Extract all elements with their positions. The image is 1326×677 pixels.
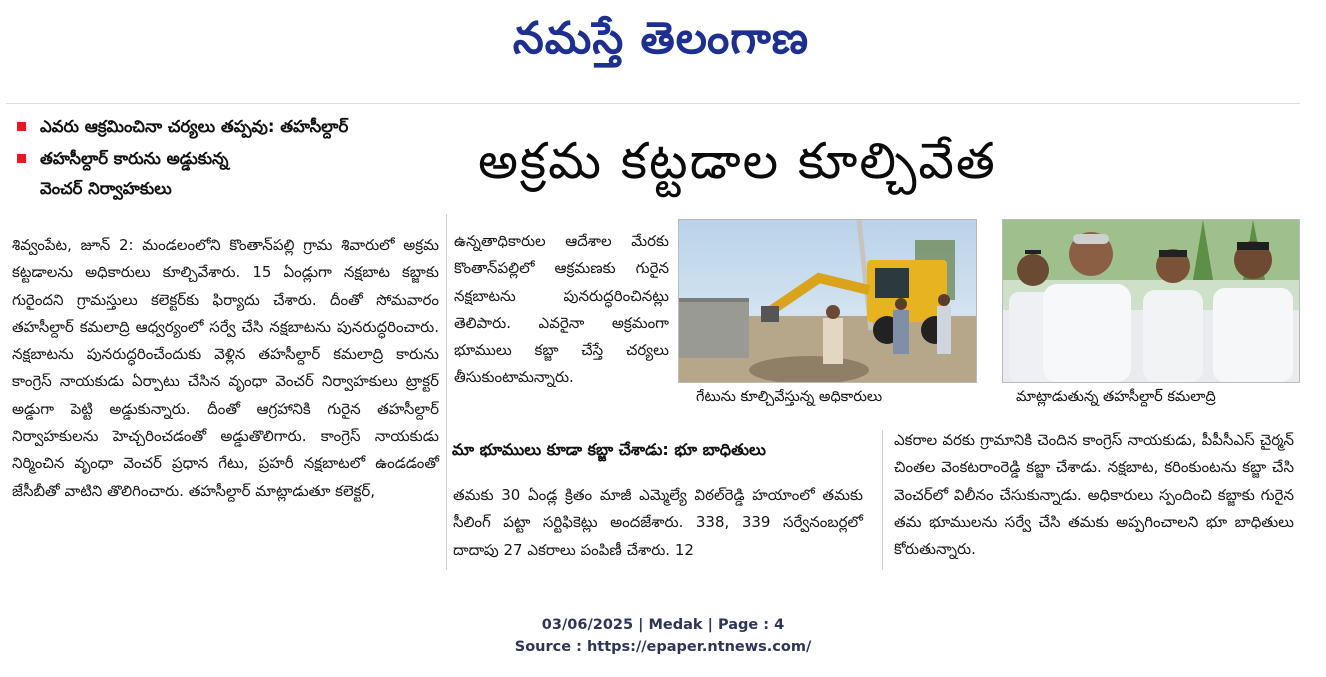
official-photo: [1002, 219, 1300, 383]
red-square-bullet-icon: [17, 154, 26, 163]
highlight-text: ఎవరు ఆక్రమించినా చర్యలు తప్పవు: తహసీల్దార్: [40, 117, 349, 136]
article-text: తమకు 30 ఏండ్ల క్రితం మాజీ ఎమ్మెల్యే విఠల్‌రెడ్డి హయాంలో తమకు సీలింగ్ పట్టా సర్టిఫికెట్లు అందజేశారు. 338, 339 సర్వేనంబర్లలో దాదాపు 27 ఎకరాలు పంపిణీ చేశారు. 12: [453, 486, 863, 559]
article-text: ఉన్నతాధికారుల ఆదేశాల మేరకు కొంతాన్‌పల్లిలో ఆక్రమణకు గురైన నక్షబాటను పునరుద్ధరించినట్లు తెలిపారు. ఎవరైనా అక్రమంగా భూములు కబ్జా చేస్తే చర్యలు తీసుకుంటామన్నారు.: [454, 232, 669, 387]
highlight-item: [14, 144, 444, 174]
sub-headline: మా భూములు కూడా కబ్జా చేశాడు: భూ బాధితులు: [452, 440, 766, 459]
article-column-2: [454, 228, 669, 392]
article-text: ఎకరాల వరకు గ్రామానికి చెందిన కాంగ్రెస్ నాయకుడు, పీపీసీఎస్ చైర్మన్ చింతల వెంకటరాంరెడ్డి కబ్జా చేశాడు. నక్షబాట, కరింకుంటను కబ్జా చేసి వెంచర్‌లో విలీనం చేసుకున్నాడు. అధికారులు స్పందించి కబ్జాకు గురైన తమ భూములను సర్వే చేసి తమకు అప్పగించాలని భూ బాధితులు కోరుతున్నారు.: [894, 431, 1294, 559]
article-column-4: [894, 427, 1294, 563]
source-link[interactable]: Source : https://epaper.ntnews.com/: [514, 639, 812, 655]
article-column-1: [12, 232, 439, 505]
people-group-image: [1003, 220, 1299, 382]
highlight-text-continuation: వెంచర్ నిర్వాహకులు: [40, 179, 172, 198]
article-headline: అక్రమ కట్టడాల కూల్చివేత: [478, 132, 997, 190]
photo-caption: గేటును కూల్చివేస్తున్న అధికారులు: [696, 389, 883, 405]
column-divider: [882, 430, 883, 570]
highlights-box: [14, 112, 444, 204]
header-divider: [6, 103, 1300, 104]
excavator-scene-image: [679, 220, 976, 382]
red-square-bullet-icon: [17, 122, 26, 131]
column-divider: [446, 214, 447, 570]
highlight-text: తహసీల్దార్ కారును అడ్డుకున్న: [40, 149, 229, 168]
edition-info: 03/06/2025 | Medak | Page : 4: [541, 617, 785, 633]
newspaper-masthead: నమస్తే తెలంగాణ: [512, 13, 810, 64]
photo-caption: మాట్లాడుతున్న తహసీల్దార్ కమలాద్రి: [1016, 389, 1216, 405]
article-text: శివ్వంపేట, జూన్ 2: మండలంలోని కొంతాన్‌పల్లి గ్రామ శివారులో అక్రమ కట్టడాలను అధికారులు కూల్చివేశారు. 15 ఏండ్లుగా నక్షబాట కబ్జాకు గురైందని గ్రామస్తులు కలెక్టర్‌కు ఫిర్యాదు చేశారు. దీంతో సోమవారం తహసీల్దార్ కమలాద్రి ఆధ్వర్యంలో సర్వే చేసి నక్షబాటను పునరుద్ధరించారు. నక్షబాటను పునరుద్ధరించేందుకు వెళ్లిన తహసీల్దార్ కమలాద్రి కారును కాంగ్రెస్ నాయకుడు ఏర్పాటు చేసిన వృంధా వెంచర్ నిర్వాహకులు ట్రాక్టర్ అడ్డుగా పెట్టి అడ్డుకున్నారు. దీంతో ఆగ్రహానికి గురైన తహసీల్దార్ నిర్వాహకులను హెచ్చరించడంతో అడ్డుతొలిగారు. కాంగ్రెస్ నాయకుడు నిర్మించిన వృంధా వెంచర్ ప్రధాన గేటు, ప్రహరీ నక్షబాటలో ఉండడంతో జేసీబీతో వాటిని తొలిగించారు. తహసీల్దార్ మాట్లాడుతూ కలెక్టర్,: [12, 236, 439, 500]
article-column-3: [453, 482, 863, 564]
highlight-item: [14, 112, 444, 142]
demolition-photo: [678, 219, 977, 383]
